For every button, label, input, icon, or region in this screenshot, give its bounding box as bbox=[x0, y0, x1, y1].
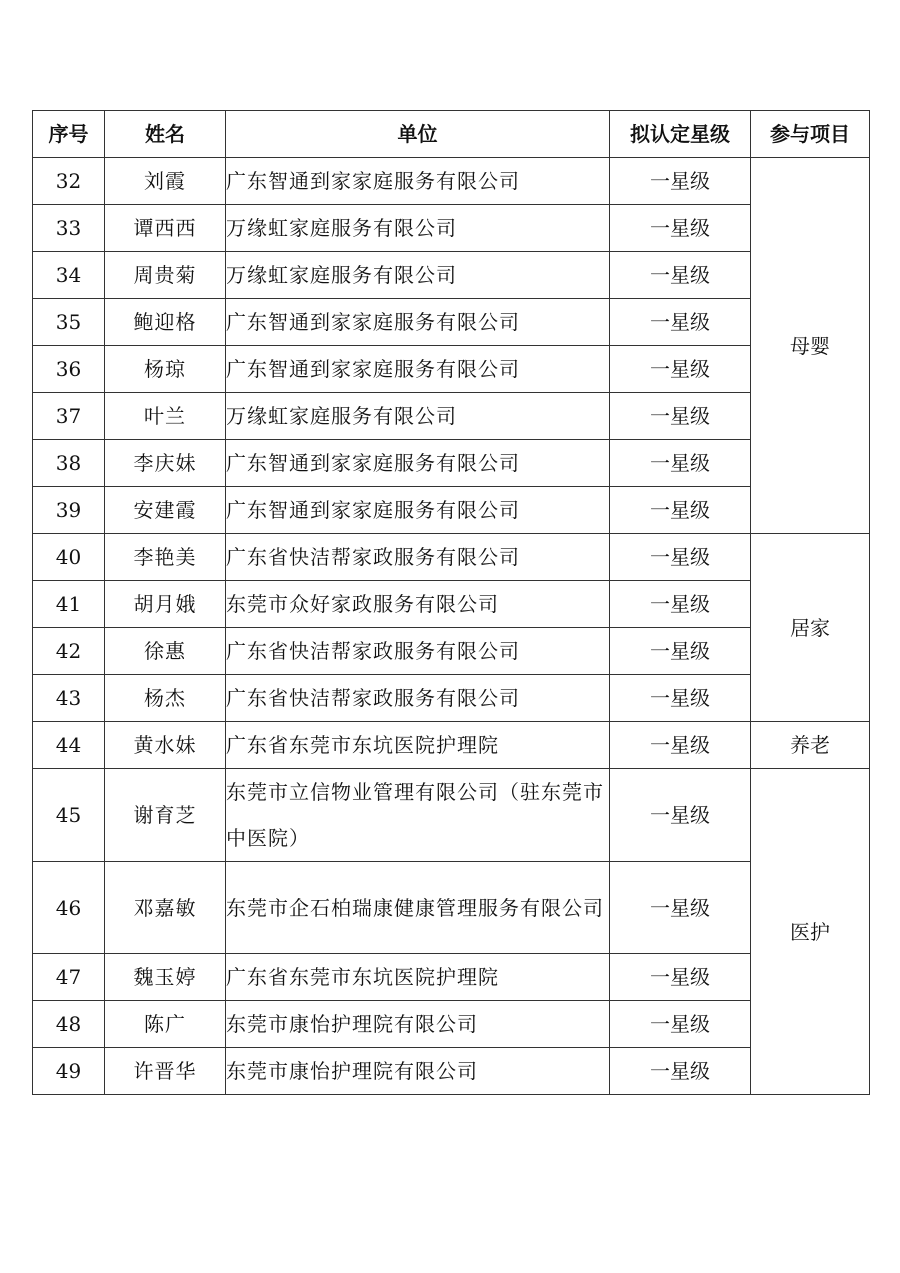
table-row bbox=[33, 158, 870, 205]
person-name: 叶兰 bbox=[105, 393, 226, 440]
project-cell: 养老 bbox=[751, 722, 870, 769]
table-row bbox=[33, 675, 870, 722]
table-row bbox=[33, 487, 870, 534]
star-level: 一星级 bbox=[610, 205, 751, 252]
unit-name: 广东智通到家家庭服务有限公司 bbox=[226, 487, 610, 534]
star-level: 一星级 bbox=[610, 1001, 751, 1048]
row-number: 42 bbox=[33, 628, 105, 675]
person-name: 杨琼 bbox=[105, 346, 226, 393]
row-number: 49 bbox=[33, 1048, 105, 1095]
star-level: 一星级 bbox=[610, 862, 751, 954]
row-number: 43 bbox=[33, 675, 105, 722]
unit-name: 广东省快洁帮家政服务有限公司 bbox=[226, 628, 610, 675]
header-project: 参与项目 bbox=[751, 111, 870, 158]
unit-name: 广东省快洁帮家政服务有限公司 bbox=[226, 675, 610, 722]
unit-name: 东莞市康怡护理院有限公司 bbox=[226, 1001, 610, 1048]
project-cell: 居家 bbox=[751, 534, 870, 722]
row-number: 36 bbox=[33, 346, 105, 393]
person-name: 徐惠 bbox=[105, 628, 226, 675]
person-name: 陈广 bbox=[105, 1001, 226, 1048]
person-name: 邓嘉敏 bbox=[105, 862, 226, 954]
star-level: 一星级 bbox=[610, 252, 751, 299]
table-row bbox=[33, 393, 870, 440]
table-row bbox=[33, 722, 870, 769]
table-row bbox=[33, 252, 870, 299]
person-name: 黄水妹 bbox=[105, 722, 226, 769]
star-level: 一星级 bbox=[610, 628, 751, 675]
unit-name: 东莞市众好家政服务有限公司 bbox=[226, 581, 610, 628]
row-number: 35 bbox=[33, 299, 105, 346]
row-number: 48 bbox=[33, 1001, 105, 1048]
table-row bbox=[33, 1048, 870, 1095]
star-level: 一星级 bbox=[610, 299, 751, 346]
star-rating-table bbox=[32, 110, 870, 1095]
unit-name: 广东智通到家家庭服务有限公司 bbox=[226, 299, 610, 346]
table-row bbox=[33, 862, 870, 954]
unit-name: 广东智通到家家庭服务有限公司 bbox=[226, 346, 610, 393]
row-number: 39 bbox=[33, 487, 105, 534]
star-level: 一星级 bbox=[610, 581, 751, 628]
header-name: 姓名 bbox=[105, 111, 226, 158]
row-number: 47 bbox=[33, 954, 105, 1001]
row-number: 32 bbox=[33, 158, 105, 205]
row-number: 37 bbox=[33, 393, 105, 440]
header-unit: 单位 bbox=[226, 111, 610, 158]
header-no: 序号 bbox=[33, 111, 105, 158]
unit-name: 广东省快洁帮家政服务有限公司 bbox=[226, 534, 610, 581]
table-row bbox=[33, 205, 870, 252]
project-cell: 母婴 bbox=[751, 158, 870, 534]
table-row bbox=[33, 534, 870, 581]
row-number: 46 bbox=[33, 862, 105, 954]
unit-name: 广东智通到家家庭服务有限公司 bbox=[226, 158, 610, 205]
row-number: 44 bbox=[33, 722, 105, 769]
table-row bbox=[33, 954, 870, 1001]
row-number: 33 bbox=[33, 205, 105, 252]
row-number: 34 bbox=[33, 252, 105, 299]
person-name: 安建霞 bbox=[105, 487, 226, 534]
unit-name: 广东智通到家家庭服务有限公司 bbox=[226, 440, 610, 487]
header-level: 拟认定星级 bbox=[610, 111, 751, 158]
unit-name: 广东省东莞市东坑医院护理院 bbox=[226, 722, 610, 769]
star-level: 一星级 bbox=[610, 675, 751, 722]
person-name: 李庆妹 bbox=[105, 440, 226, 487]
unit-name: 万缘虹家庭服务有限公司 bbox=[226, 252, 610, 299]
header-row bbox=[33, 111, 870, 158]
person-name: 胡月娥 bbox=[105, 581, 226, 628]
star-level: 一星级 bbox=[610, 1048, 751, 1095]
star-level: 一星级 bbox=[610, 954, 751, 1001]
unit-name: 东莞市立信物业管理有限公司（驻东莞市中医院） bbox=[226, 769, 610, 862]
table-row bbox=[33, 581, 870, 628]
star-level: 一星级 bbox=[610, 487, 751, 534]
table-row bbox=[33, 299, 870, 346]
row-number: 41 bbox=[33, 581, 105, 628]
star-level: 一星级 bbox=[610, 440, 751, 487]
star-level: 一星级 bbox=[610, 534, 751, 581]
table-row bbox=[33, 346, 870, 393]
unit-name: 广东省东莞市东坑医院护理院 bbox=[226, 954, 610, 1001]
person-name: 刘霞 bbox=[105, 158, 226, 205]
person-name: 谢育芝 bbox=[105, 769, 226, 862]
unit-name: 东莞市企石柏瑞康健康管理服务有限公司 bbox=[226, 862, 610, 954]
unit-name: 东莞市康怡护理院有限公司 bbox=[226, 1048, 610, 1095]
table-row bbox=[33, 769, 870, 862]
unit-name: 万缘虹家庭服务有限公司 bbox=[226, 393, 610, 440]
star-level: 一星级 bbox=[610, 393, 751, 440]
row-number: 38 bbox=[33, 440, 105, 487]
person-name: 许晋华 bbox=[105, 1048, 226, 1095]
person-name: 魏玉婷 bbox=[105, 954, 226, 1001]
row-number: 45 bbox=[33, 769, 105, 862]
star-level: 一星级 bbox=[610, 769, 751, 862]
star-level: 一星级 bbox=[610, 346, 751, 393]
person-name: 李艳美 bbox=[105, 534, 226, 581]
row-number: 40 bbox=[33, 534, 105, 581]
project-cell: 医护 bbox=[751, 769, 870, 1095]
star-level: 一星级 bbox=[610, 158, 751, 205]
person-name: 鲍迎格 bbox=[105, 299, 226, 346]
person-name: 谭西西 bbox=[105, 205, 226, 252]
table-row bbox=[33, 440, 870, 487]
star-level: 一星级 bbox=[610, 722, 751, 769]
table-row bbox=[33, 628, 870, 675]
person-name: 周贵菊 bbox=[105, 252, 226, 299]
table-row bbox=[33, 1001, 870, 1048]
unit-name: 万缘虹家庭服务有限公司 bbox=[226, 205, 610, 252]
person-name: 杨杰 bbox=[105, 675, 226, 722]
